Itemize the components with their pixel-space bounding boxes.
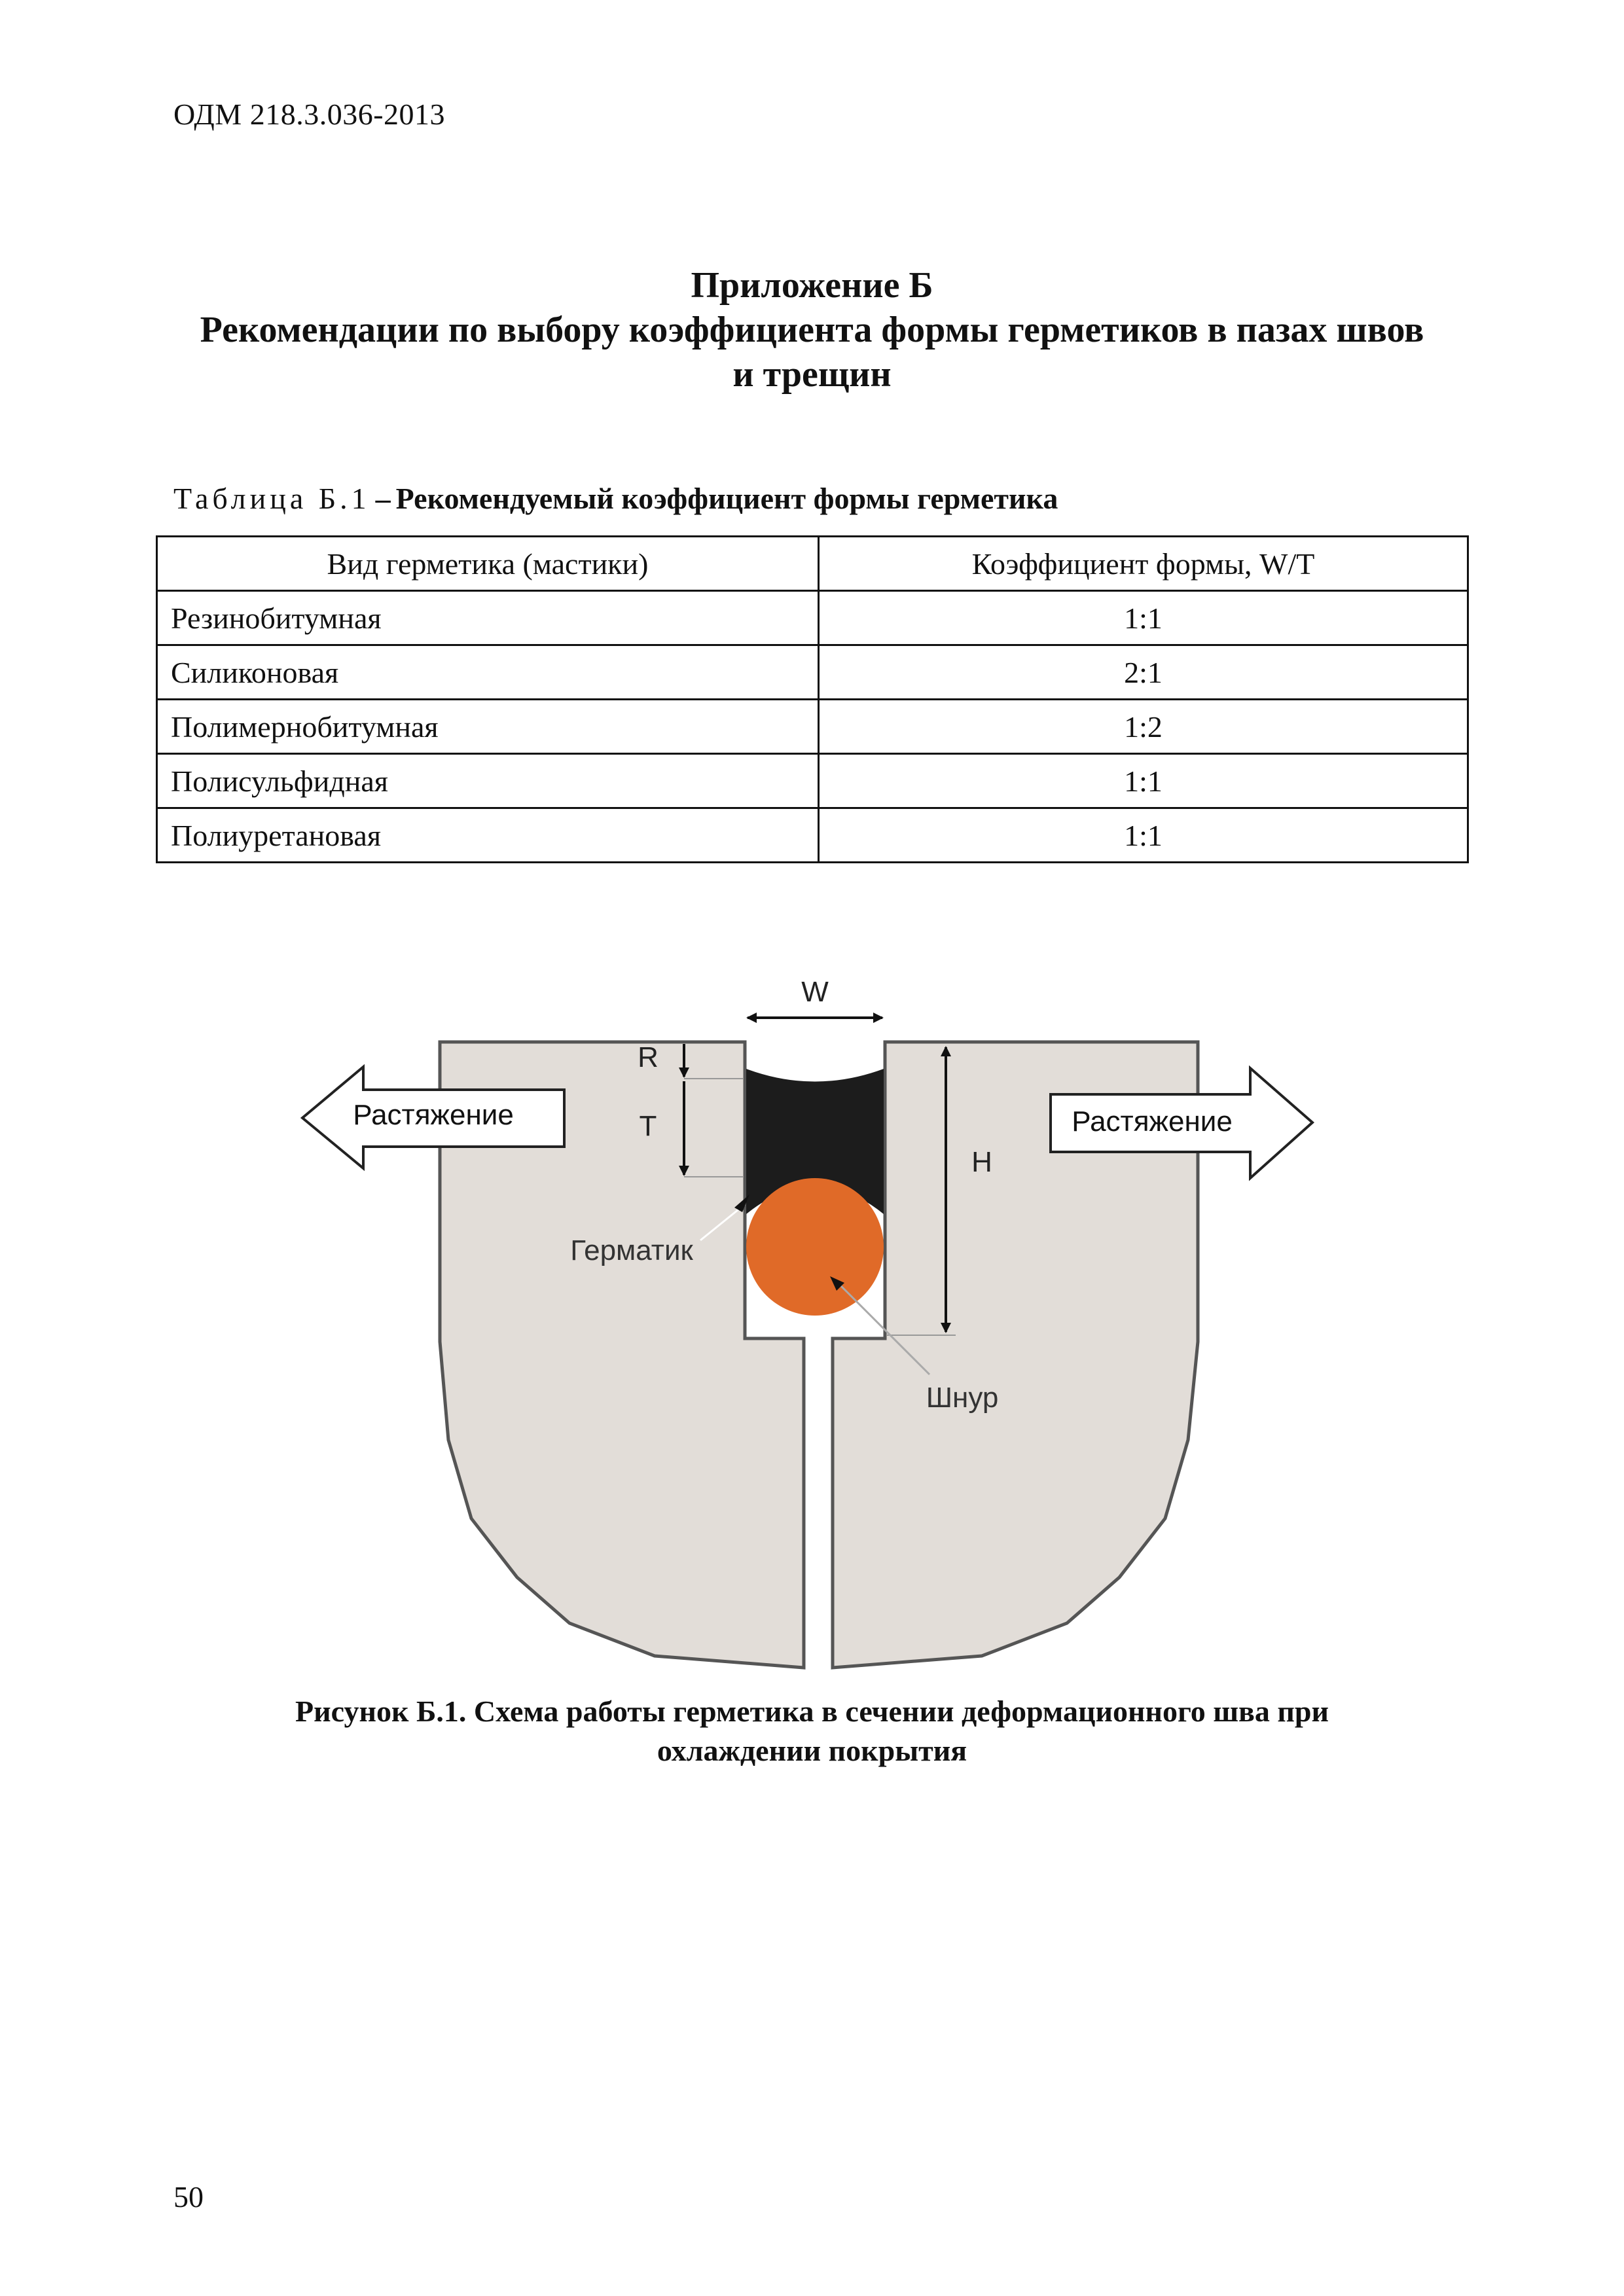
appendix-subtitle-line1: Рекомендации по выбору коэффициента формы герметиков в пазах швов <box>200 310 1424 350</box>
table-cell-coefficient: 1:1 <box>819 754 1468 808</box>
label-t: T <box>639 1110 657 1142</box>
figure-caption-line1: Рисунок Б.1. Схема работы герметика в сечении деформационного шва при <box>295 1695 1329 1728</box>
label-h: H <box>971 1146 992 1178</box>
table-row <box>157 645 1468 700</box>
table-cell-coefficient: 2:1 <box>819 645 1468 700</box>
appendix-heading <box>0 263 1624 397</box>
table-caption-title: Рекомендуемый коэффициент формы герметика <box>395 482 1058 515</box>
table-header-row <box>157 537 1468 591</box>
table-row <box>157 591 1468 645</box>
table-caption <box>173 481 1058 516</box>
table-caption-label: Таблица Б.1 <box>173 482 370 515</box>
tension-label-right: Растяжение <box>1072 1105 1233 1138</box>
label-sealant: Герматик <box>570 1234 693 1266</box>
figure-caption-line2: охлаждении покрытия <box>657 1734 967 1767</box>
table-cell-coefficient: 1:2 <box>819 700 1468 754</box>
table-caption-dash: – <box>375 482 391 515</box>
table-header-shape-coefficient: Коэффициент формы, W/T <box>819 537 1468 591</box>
table-header-sealant-type: Вид герметика (мастики) <box>157 537 819 591</box>
tension-label-left: Растяжение <box>353 1099 514 1131</box>
page-number: 50 <box>173 2180 204 2214</box>
table-cell-sealant-type: Силиконовая <box>157 645 819 700</box>
label-w: W <box>801 976 829 1008</box>
table-cell-sealant-type: Резинобитумная <box>157 591 819 645</box>
document-code: ОДМ 218.3.036-2013 <box>173 98 446 131</box>
table-row <box>157 808 1468 863</box>
joint-diagram <box>0 969 1624 1689</box>
sealant-coefficient-table <box>156 535 1469 863</box>
table-cell-coefficient: 1:1 <box>819 808 1468 863</box>
appendix-title: Приложение Б <box>691 265 933 306</box>
table-row <box>157 700 1468 754</box>
label-cord: Шнур <box>926 1382 999 1414</box>
appendix-subtitle-line2: и трещин <box>732 354 892 395</box>
table-cell-sealant-type: Полимернобитумная <box>157 700 819 754</box>
table-cell-sealant-type: Полисульфидная <box>157 754 819 808</box>
backer-cord <box>746 1178 884 1316</box>
table-row <box>157 754 1468 808</box>
label-r: R <box>638 1041 659 1073</box>
figure-caption <box>0 1692 1624 1770</box>
table-cell-coefficient: 1:1 <box>819 591 1468 645</box>
table-cell-sealant-type: Полиуретановая <box>157 808 819 863</box>
